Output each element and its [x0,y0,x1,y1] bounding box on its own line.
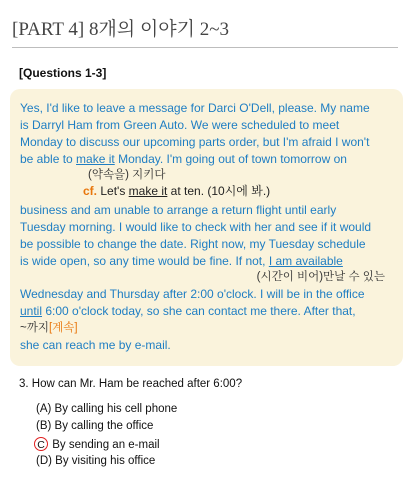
page-title: [PART 4] 8개의 이야기 2~3 [12,19,230,40]
cf-label: cf. [83,184,98,198]
cf-underlined: make it [128,184,168,198]
option-text: By sending an e-mail [52,439,160,451]
passage-box [10,89,403,366]
cf-text: at ten. (10시에 봐.) [167,184,271,198]
passage-line: is Darryl Ham from Green Auto. We were scheduled to meet [20,118,340,132]
option-text: By calling the office [54,420,154,432]
passage-text: is wide open, so any time would be fine. If not, [20,254,269,268]
questions-header: [Questions 1-3] [19,66,107,80]
passage-line: Yes, I'd like to leave a message for Darci O'Dell, please. My name [20,101,370,115]
passage-line: she can reach me by e-mail. [20,338,171,352]
option-a[interactable] [36,403,177,415]
option-text: By calling his cell phone [54,403,178,415]
korean-note: (시간이 비어)만날 수 있는 [256,271,385,283]
option-letter: (D) [36,455,52,467]
passage-line [20,303,356,319]
korean-note-text: ~까지 [20,322,49,334]
option-letter: (A) [36,403,52,415]
option-b[interactable] [36,420,153,432]
option-d[interactable] [36,455,155,467]
korean-note [20,320,78,336]
option-letter: (B) [36,420,52,432]
title-divider [12,47,398,48]
passage-line [20,151,347,167]
passage-text: be able to [20,152,77,166]
underlined-phrase: make it [76,152,115,166]
passage-line [20,253,343,269]
passage-text: 6:00 o'clock today, so she can contact me there. After that, [42,304,356,318]
option-c[interactable] [36,437,160,451]
continue-tag: [계속] [48,322,78,334]
option-text: By visiting his office [55,455,156,467]
underlined-phrase: I am available [268,254,343,268]
cf-example [83,183,270,199]
underlined-phrase: until [20,304,43,318]
passage-line: Tuesday morning. I would like to check with her and see if it would [20,220,372,234]
passage-line: be possible to change the date. Right now, my Tuesday schedule [20,237,366,251]
passage-line: Monday to discuss our upcoming parts order, but I'm afraid I won't [20,135,370,149]
passage-line: business and am unable to arrange a return flight until early [20,203,337,217]
passage-line: Wednesday and Thursday after 2:00 o'clock. I will be in the office [20,287,365,301]
passage-text: Monday. I'm going out of town tomorrow on [114,152,347,166]
answer-circle-icon: C [34,437,48,451]
question-text: 3. How can Mr. Ham be reached after 6:00? [19,378,243,390]
cf-text: Let's [97,184,129,198]
korean-note: (약속을) 지키다 [88,169,166,181]
